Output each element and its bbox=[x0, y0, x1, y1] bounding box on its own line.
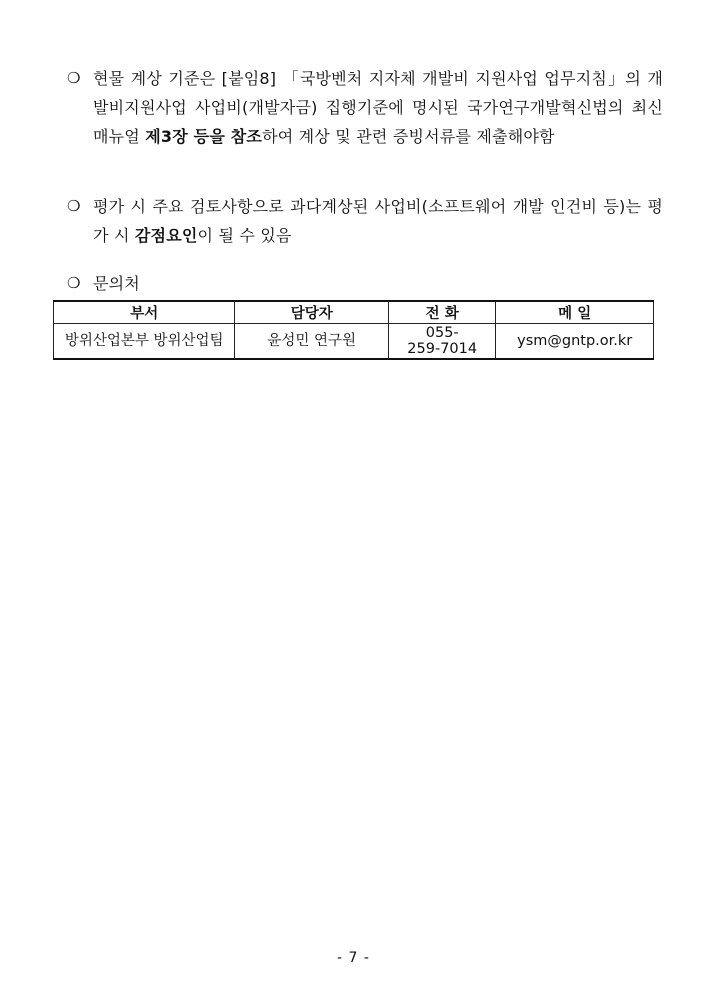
page-number: - 7 - bbox=[337, 950, 370, 966]
cell-phone bbox=[389, 324, 496, 360]
header-department: 부서 bbox=[54, 301, 235, 324]
header-phone: 전 화 bbox=[389, 301, 496, 324]
text-segment-bold: 제3장 등을 참조 bbox=[145, 127, 263, 146]
header-email: 메 일 bbox=[496, 301, 654, 324]
bullet-text bbox=[93, 192, 663, 250]
header-person: 담당자 bbox=[235, 301, 389, 324]
circle-bullet-icon: ❍ bbox=[67, 197, 81, 215]
bullet-item-contact bbox=[67, 269, 663, 298]
text-segment-bold: 감점요인 bbox=[134, 226, 198, 245]
table-row bbox=[54, 324, 654, 360]
bullet-item-cost-standard bbox=[67, 64, 663, 151]
table-header-row bbox=[54, 301, 654, 324]
phone-line-1: 055- bbox=[425, 325, 459, 341]
text-segment: 평가 시 주요 검토사항으로 과다계상된 사업비(소프트웨어 개발 인건비 등)는 평가 시 bbox=[93, 197, 663, 245]
text-segment: 문의처 bbox=[93, 274, 140, 293]
cell-email: ysm@gntp.or.kr bbox=[496, 324, 654, 360]
circle-bullet-icon: ❍ bbox=[67, 274, 81, 292]
text-segment: 현물 계상 기준은 [붙임8] 「국방벤처 지자체 개발비 지원사업 업무지침」의 개발비지원사업 사업비(개발자금) 집행기준에 명시된 국가연구개발혁신법의 최신 매뉴얼 bbox=[93, 69, 663, 146]
text-segment: 이 될 수 있음 bbox=[197, 226, 292, 245]
text-segment: 하여 계상 및 관련 증빙서류를 제출해야함 bbox=[262, 127, 555, 146]
bullet-item-evaluation bbox=[67, 192, 663, 250]
bullet-text bbox=[93, 269, 663, 298]
cell-person: 윤성민 연구원 bbox=[235, 324, 389, 360]
bullet-text bbox=[93, 64, 663, 151]
phone-line-2: 259-7014 bbox=[407, 341, 478, 357]
cell-department: 방위산업본부 방위산업팀 bbox=[54, 324, 235, 360]
circle-bullet-icon: ❍ bbox=[67, 69, 81, 87]
contact-table bbox=[53, 300, 654, 360]
